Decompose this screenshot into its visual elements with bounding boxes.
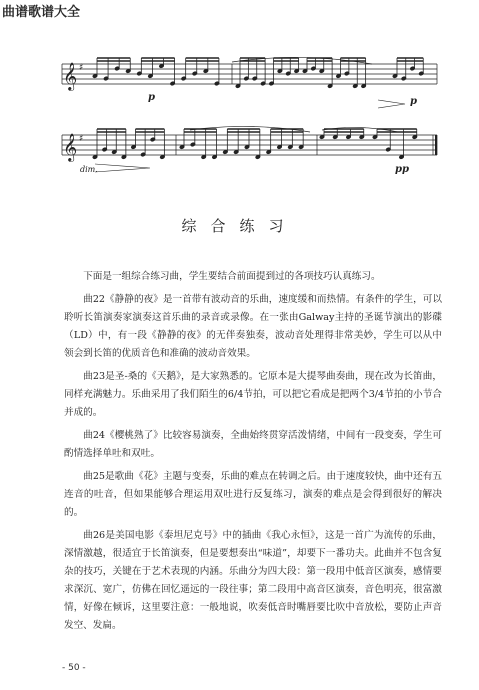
svg-text:♯: ♯ — [79, 134, 84, 144]
paragraph: 曲26是美国电影《泰坦尼克号》中的插曲《我心永恒》，这是一首广为流传的乐曲，深情激越，很适宜于长笛演奏，但是要想奏出“味道”，却要下一番功夫。此曲并不包含复杂的技巧，关键在于艺术表现的内涵。乐曲分为四大段：第一段用中低音区演奏，感情要求深沉、宽广，仿佛在回忆遥远的一段往事；第二段用中高音区演奏，音色明亮，很富激情，好像在倾诉，这里要注意：一般地说，吹奏低音时嘴唇要比吹中音放松，要防止声音发空、发扁。 — [64, 530, 442, 631]
site-watermark: 曲谱歌谱大全 — [2, 5, 81, 20]
treble-clef-icon: 𝄞 — [63, 133, 78, 161]
staff-2 — [62, 135, 437, 155]
dynamic-mark: pp — [395, 164, 409, 175]
music-score — [0, 0, 479, 200]
svg-text:♯: ♯ — [79, 63, 84, 73]
dynamic-mark: p — [148, 92, 155, 103]
section-title: 综合练习 — [181, 217, 298, 235]
page-number: - 50 - — [62, 663, 86, 673]
treble-clef-icon: 𝄞 — [63, 62, 78, 90]
dynamic-mark: dim. — [80, 165, 98, 174]
paragraph: 曲25是歌曲《花》主题与变奏，乐曲的难点在转调之后。由于速度较快，曲中还有五连音的吐音，但如果能够合理运用双吐进行反复练习，演奏的难点是会得到很好的解决的。 — [64, 471, 442, 518]
paragraph: 曲24《樱桃熟了》比较容易演奏，全曲始终贯穿活泼情绪，中间有一段变奏，学生可酌情选择单吐和双吐。 — [64, 430, 442, 459]
paragraph: 下面是一组综合练习曲，学生要结合前面提到过的各项技巧认真练习。 — [83, 271, 381, 282]
dynamic-mark: p — [410, 96, 417, 107]
paragraph: 曲23是圣-桑的《天鹅》，是大家熟悉的。它原本是大提琴曲奏曲，现在改为长笛曲，同样充满魅力。乐曲采用了我们陌生的6/4节拍，可以把它看成是把两个3/4节拍的小节合并成的。 — [64, 371, 442, 418]
paragraph: 曲22《静静的夜》是一首带有波动音的乐曲，速度缓和而热情。有条件的学生，可以聆听长笛演奏家演奏这首乐曲的录音或录像。在一张由Galway主持的圣诞节演出的影碟（LD）中，有一段《静静的夜》的无伴奏独奏，波动音处理得非常美妙，学生可以从中领会到长笛的优质音色和准确的波动音效果。 — [64, 294, 442, 359]
body-text — [64, 268, 442, 640]
